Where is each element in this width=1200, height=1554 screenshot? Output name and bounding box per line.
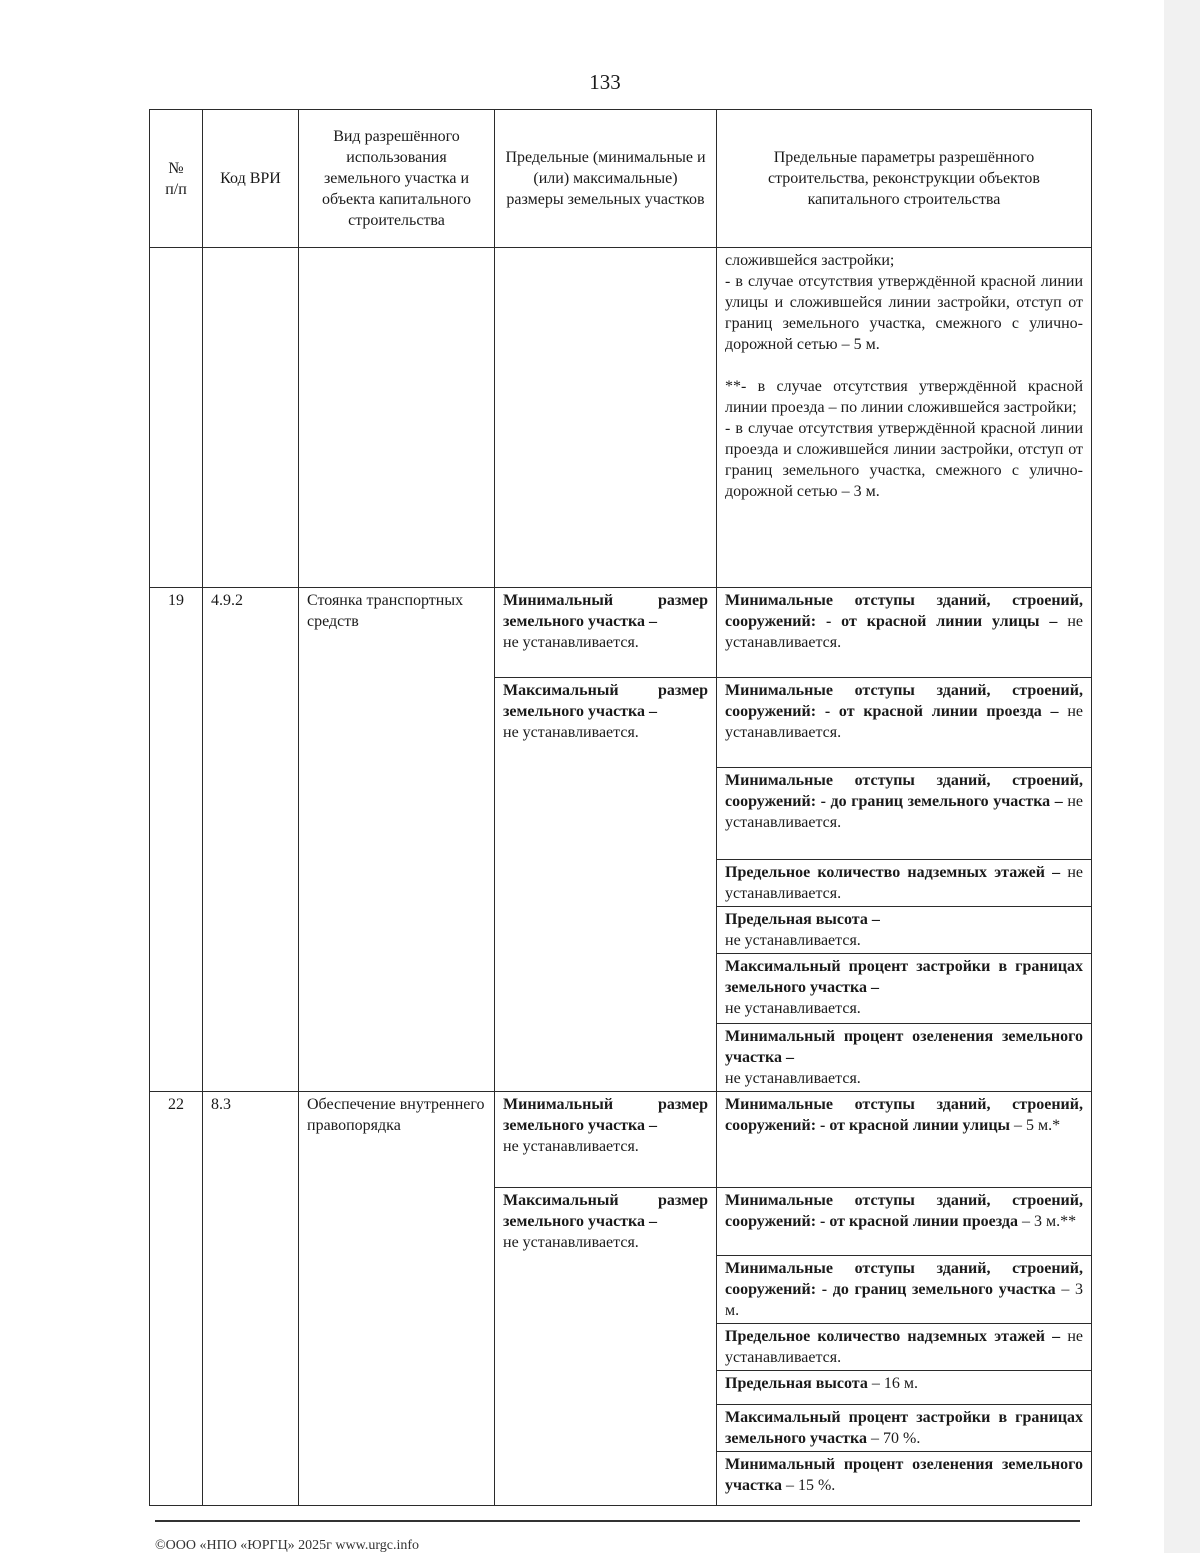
param-cell: [717, 678, 1092, 768]
row-num: 19: [150, 588, 203, 1092]
header-params: Предельные параметры разрешённого строительства, реконструкции объектов капитального строительства: [717, 110, 1092, 248]
row-use: Обеспечение внутреннего правопорядка: [299, 1092, 495, 1506]
min-size-title: Минимальный размер земельного участка –: [503, 1096, 708, 1134]
param-bold: Минимальные отступы зданий, строений, сооружений: - от красной линии проезда –: [725, 682, 1083, 720]
param-value: не устанавливается.: [725, 1070, 861, 1087]
param-bold: Минимальные отступы зданий, строений, сооружений: - до границ земельного участка –: [725, 772, 1083, 810]
param-value: не устанавливается.: [725, 703, 1083, 741]
header-code: Код ВРИ: [203, 110, 299, 248]
param-value: не устанавливается.: [725, 1328, 1083, 1366]
max-size-cell: [495, 678, 717, 1092]
row-use: Стоянка транспортных средств: [299, 588, 495, 1092]
footer-text: ©ООО «НПО «ЮРГЦ» 2025г www.urgc.info: [155, 1538, 420, 1553]
max-size-value: не устанавливается.: [503, 724, 639, 741]
param-value: – 16 м.: [871, 1375, 918, 1392]
param-cell: [717, 588, 1092, 678]
continuation-line: - в случае отсутствия утверждённой красной линии улицы и сложившейся линии застройки, отступ от границ земельного участка, смежного с улично-дорожной сетью – 5 м.: [725, 273, 1083, 353]
regulations-table: [149, 109, 1092, 1506]
continuation-code: [203, 248, 299, 588]
param-value: – 70 %.: [871, 1430, 921, 1447]
min-size-title: Минимальный размер земельного участка –: [503, 592, 708, 630]
param-cell: [717, 1405, 1092, 1452]
param-cell: [717, 1324, 1092, 1371]
param-cell: [717, 1452, 1092, 1506]
continuation-line: сложившейся застройки;: [725, 252, 895, 269]
param-bold: Максимальный процент застройки в границах земельного участка –: [725, 958, 1083, 996]
param-cell: [717, 1256, 1092, 1324]
param-cell: [717, 768, 1092, 860]
scan-edge: [1164, 0, 1200, 1553]
param-cell: [717, 860, 1092, 907]
param-bold: Предельное количество надземных этажей –: [725, 864, 1061, 881]
param-value: не устанавливается.: [725, 613, 1084, 651]
param-bold: Минимальный процент озеленения земельного участка: [725, 1456, 1083, 1494]
header-num: № п/п: [150, 110, 203, 248]
min-size-value: не устанавливается.: [503, 634, 639, 651]
max-size-cell: [495, 1188, 717, 1506]
param-value: – 5 м.*: [1014, 1117, 1061, 1134]
param-value: не устанавливается.: [725, 932, 861, 949]
continuation-num: [150, 248, 203, 588]
param-bold: Минимальные отступы зданий, строений, сооружений: - от красной линии проезда: [725, 1192, 1083, 1230]
continuation-line: **- в случае отсутствия утверждённой красной линии проезда – по линии сложившейся застройки;: [725, 378, 1083, 416]
param-cell: [717, 907, 1092, 954]
continuation-params: [717, 248, 1092, 588]
continuation-row: [150, 248, 1092, 588]
param-cell: [717, 1188, 1092, 1256]
min-size-cell: [495, 1092, 717, 1188]
param-value: не устанавливается.: [725, 864, 1083, 902]
header-use: Вид разрешённого использования земельного участка и объекта капитального строительства: [299, 110, 495, 248]
footer-rule: [155, 1520, 1080, 1522]
continuation-sizes: [495, 248, 717, 588]
param-value: – 3 м.: [725, 1281, 1084, 1319]
param-cell: [717, 954, 1092, 1024]
param-bold: Предельная высота: [725, 1375, 868, 1392]
param-value: не устанавливается.: [725, 793, 1084, 831]
max-size-value: не устанавливается.: [503, 1234, 639, 1251]
param-bold: Минимальные отступы зданий, строений, сооружений: - от красной линии улицы –: [725, 592, 1083, 630]
param-bold: Предельное количество надземных этажей –: [725, 1328, 1061, 1345]
param-value: не устанавливается.: [725, 1000, 861, 1017]
param-bold: Минимальные отступы зданий, строений, сооружений: - от красной линии улицы: [725, 1096, 1083, 1134]
param-bold: Минимальные отступы зданий, строений, сооружений: - до границ земельного участка: [725, 1260, 1083, 1298]
param-bold: Максимальный процент застройки в границах земельного участка: [725, 1409, 1083, 1447]
header-sizes: Предельные (минимальные и (или) максимальные) размеры земельных участков: [495, 110, 717, 248]
continuation-line: - в случае отсутствия утверждённой красной линии проезда и сложившейся линии застройки, отступ от границ земельного участка, смежного с улично-дорожной сетью – 3 м.: [725, 420, 1083, 500]
max-size-title: Максимальный размер земельного участка –: [503, 682, 708, 720]
row-code: 8.3: [203, 1092, 299, 1506]
max-size-title: Максимальный размер земельного участка –: [503, 1192, 708, 1230]
row-num: 22: [150, 1092, 203, 1506]
table-row-19: [150, 588, 1092, 678]
param-bold: Минимальный процент озеленения земельного участка –: [725, 1028, 1083, 1066]
param-cell: [717, 1371, 1092, 1405]
table-row-22: [150, 1092, 1092, 1188]
page-number: 133: [589, 70, 621, 94]
param-cell: [717, 1024, 1092, 1092]
param-value: – 3 м.**: [1022, 1213, 1077, 1230]
min-size-cell: [495, 588, 717, 678]
min-size-value: не устанавливается.: [503, 1138, 639, 1155]
param-bold: Предельная высота –: [725, 911, 880, 928]
param-cell: [717, 1092, 1092, 1188]
param-value: – 15 %.: [785, 1477, 836, 1494]
row-code: 4.9.2: [203, 588, 299, 1092]
continuation-use: [299, 248, 495, 588]
header-row: [150, 110, 1092, 248]
